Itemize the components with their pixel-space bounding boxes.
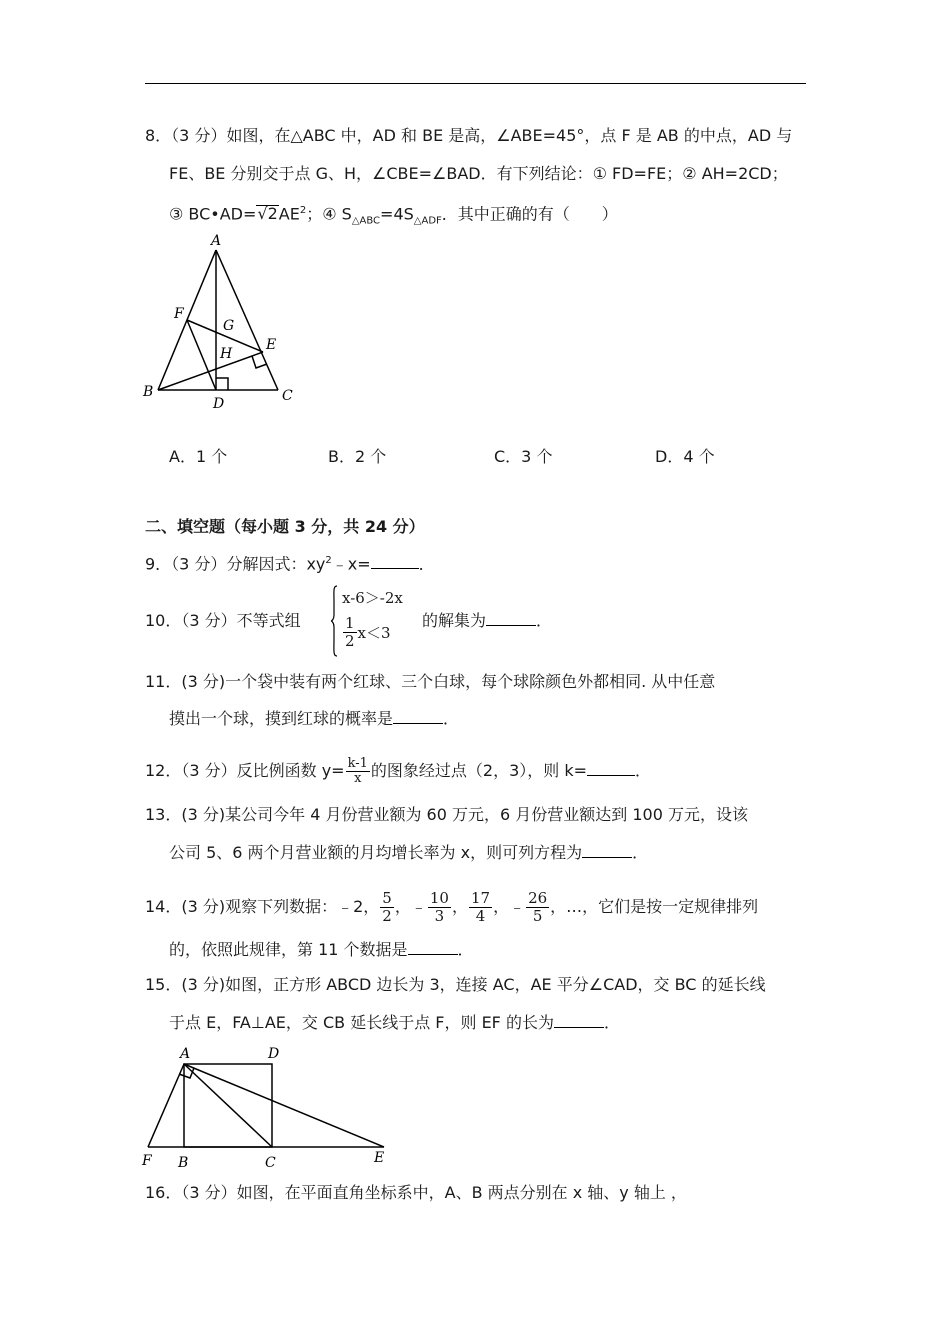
q15-label-c: C (265, 1155, 276, 1171)
q15-label-b: B (178, 1155, 189, 1171)
q8-line1: 8．（3 分）如图，在△ABC 中，AD 和 BE 是高，∠ABE=45°，点 F 是 AB 的中点，AD 与 (145, 126, 793, 145)
q14-answer-blank[interactable] (408, 940, 458, 955)
sqrt-sign: √2 (257, 204, 278, 224)
q15-line2: 于点 E，FA⊥AE，交 CB 延长线于点 F，则 EF 的长为 ． (169, 1013, 620, 1032)
q9-line: 9．（3 分）分解因式：$xy^2﹣x=$ ． (145, 554, 435, 574)
q15-square-figure (138, 1040, 398, 1175)
q15-label-a: A (180, 1046, 191, 1062)
q11-line2: 摸出一个球，摸到红球的概率是 ． (169, 709, 460, 728)
q12-line: 12．（3 分）反比例函数 y= $\frac{k-1}{x}$ 的图象经过点（2，3），则 k= ． (145, 756, 652, 786)
q8-line2: FE、BE 分别交于点 G、H，∠CBE=∠BAD．有下列结论：① FD=FE；② AH=2CD； (169, 164, 788, 183)
q8-label-c: C (282, 388, 293, 404)
q8-option-a[interactable]: A．1 个 (169, 447, 228, 466)
q13-answer-blank[interactable] (582, 843, 632, 858)
section-title: 二、填空题（每小题 3 分，共 24 分） (145, 517, 425, 536)
q8-label-b: B (143, 384, 154, 400)
q13-line1: 13．(3 分)某公司今年 4 月份营业额为 60 万元，6 月份营业额达到 100 万元，设该 (145, 805, 748, 824)
brace-icon (330, 585, 338, 657)
q8-label-g: G (223, 318, 235, 334)
q8-option-d[interactable]: D．4 个 (655, 447, 715, 466)
q15-label-e: E (374, 1150, 385, 1166)
q10-suffix: 的解集为 ． (422, 611, 553, 630)
q8-option-b[interactable]: B．2 个 (328, 447, 387, 466)
q9-answer-blank[interactable] (371, 554, 419, 569)
q8-label-e: E (266, 337, 277, 353)
q8-triangle-figure (138, 228, 318, 413)
q13-line2: 公司 5、6 两个月营业额的月均增长率为 x，则可列方程为 ． (169, 843, 649, 862)
q10-prefix: 10．（3 分）不等式组 (145, 611, 301, 630)
header-rule (145, 83, 806, 84)
q8-label-d: D (213, 396, 225, 412)
q15-answer-blank[interactable] (554, 1013, 604, 1028)
q8-option-c[interactable]: C．3 个 (494, 447, 553, 466)
q15-label-f: F (142, 1153, 152, 1169)
q11-line1: 11．(3 分)一个袋中装有两个红球、三个白球，每个球除颜色外都相同. 从中任意 (145, 672, 716, 691)
q8-line3: ③ $BC•AD=√2AE^2$；④ $S_{\triangle ABC}=4S_{\triangle ADF}$．其中正确的有（ ） (169, 204, 618, 227)
q15-label-d: D (268, 1046, 280, 1062)
q16-line1: 16．（3 分）如图，在平面直角坐标系中，A、B 两点分别在 x 轴、y 轴上 ， (145, 1183, 687, 1202)
q15-line1: 15．(3 分)如图，正方形 ABCD 边长为 3，连接 AC，AE 平分∠CAD，交 BC 的延长线 (145, 975, 766, 994)
q10-inequality-system (330, 585, 420, 657)
q12-answer-blank[interactable] (587, 761, 635, 776)
q10-inequality-2: $\frac{1}{2}$ x＜3 (345, 614, 391, 650)
q8-label-a: A (211, 233, 222, 249)
q8-label-f: F (174, 306, 184, 322)
q14-line1: 14．(3 分)观察下列数据：﹣2， $\frac{5}{2}$ ，﹣ $\frac{10}{3}$ ， $\frac{17}{4}$ ，﹣ $\frac{26}{5}$ ，…，它们是按一定规律排列 (145, 889, 759, 925)
q10-inequality-1: x-6＞-2x (342, 589, 403, 607)
q8-label-h: H (220, 346, 233, 362)
q10-answer-blank[interactable] (486, 611, 536, 626)
q11-answer-blank[interactable] (393, 709, 443, 724)
q14-line2: 的，依照此规律，第 11 个数据是 ． (169, 940, 474, 959)
